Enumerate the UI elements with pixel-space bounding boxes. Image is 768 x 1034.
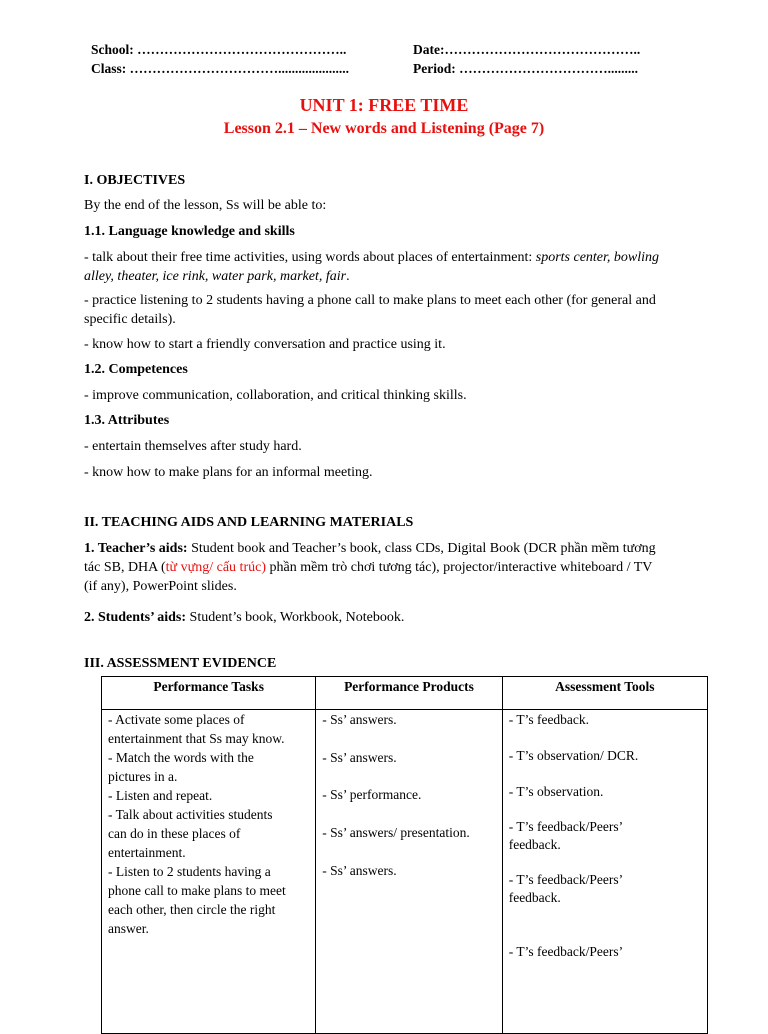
objective-item-1-words-cont: alley, theater, ice rink, water park, market, fair	[84, 269, 347, 284]
task-line: - Activate some places of	[108, 712, 245, 727]
teacher-aids-red-text: từ vựng/ cấu trúc)	[165, 560, 266, 575]
task-line: - Match the words with the	[108, 750, 254, 765]
objective-item-2	[84, 291, 709, 329]
period-field: Period: …………………………….........	[413, 61, 638, 76]
objective-item-1-suffix: .	[346, 269, 350, 284]
task-line: entertainment that Ss may know.	[108, 731, 285, 746]
objective-item-2-line2: specific details).	[84, 312, 176, 327]
tool-line: - T’s feedback/Peers’	[508, 819, 624, 834]
header-performance-products: Performance Products	[316, 677, 502, 710]
product-line: - Ss’ answers/ presentation.	[322, 825, 470, 840]
teacher-aids-text1: Student book and Teacher’s book, class CDs, Digital Book (DCR phần mềm tương	[187, 541, 656, 556]
header-row-2	[91, 61, 691, 77]
tool-line: - T’s feedback/Peers’	[508, 944, 624, 959]
task-line: can do in these places of	[108, 826, 241, 841]
tool-line: - T’s feedback/Peers’	[508, 872, 624, 887]
competence-item-1: - improve communication, collaboration, and critical thinking skills.	[84, 388, 467, 403]
student-aids	[84, 608, 709, 627]
product-line: - Ss’ answers.	[322, 712, 397, 727]
tool-line: feedback.	[508, 837, 561, 852]
objective-item-1-prefix: - talk about their free time activities, using words about places of entertainment:	[84, 250, 536, 265]
teaching-aids-heading: II. TEACHING AIDS AND LEARNING MATERIALS	[84, 515, 414, 530]
task-line: - Listen to 2 students having a	[108, 864, 271, 879]
tool-line: - T’s feedback.	[508, 712, 590, 727]
objective-item-2-line1: - practice listening to 2 students having a phone call to make plans to meet each other (for general and	[84, 293, 656, 308]
task-line: - Talk about activities students	[108, 807, 273, 822]
unit-title: UNIT 1: FREE TIME	[299, 95, 469, 115]
teacher-aids-text3: (if any), PowerPoint slides.	[84, 579, 237, 594]
task-line: - Listen and repeat.	[108, 788, 213, 803]
task-line: entertainment.	[108, 845, 186, 860]
assessment-table	[101, 676, 708, 1034]
product-line: - Ss’ answers.	[322, 863, 397, 878]
school-field: School: ………………………………………..	[91, 42, 347, 57]
product-line: - Ss’ answers.	[322, 750, 397, 765]
tools-cell	[502, 710, 707, 1034]
tool-line: - T’s observation/ DCR.	[508, 748, 639, 763]
task-line: each other, then circle the right	[108, 902, 276, 917]
objective-item-1	[84, 248, 709, 286]
attribute-item-1: - entertain themselves after study hard.	[84, 439, 302, 454]
objectives-intro: By the end of the lesson, Ss will be able to:	[84, 198, 327, 213]
tool-line: - T’s observation.	[508, 784, 604, 799]
objective-item-3: - know how to start a friendly conversation and practice using it.	[84, 337, 446, 352]
teacher-aids-label: 1. Teacher’s aids:	[84, 541, 188, 556]
teacher-aids-text2a: tác SB, DHA (	[84, 560, 166, 575]
header-performance-tasks: Performance Tasks	[102, 677, 316, 710]
task-line: phone call to make plans to meet	[108, 883, 286, 898]
tool-line: feedback.	[508, 890, 561, 905]
attributes-heading: 1.3. Attributes	[84, 413, 170, 428]
header-assessment-tools: Assessment Tools	[502, 677, 707, 710]
date-field: Date:……………………………………..	[413, 42, 641, 57]
teacher-aids	[84, 539, 709, 596]
objective-item-1-words: sports center, bowling	[535, 250, 660, 265]
attribute-item-2: - know how to make plans for an informal meeting.	[84, 465, 373, 480]
product-line: - Ss’ performance.	[322, 787, 422, 802]
assessment-heading: III. ASSESSMENT EVIDENCE	[84, 656, 277, 671]
tasks-cell	[102, 710, 316, 1034]
student-aids-text: Student’s book, Workbook, Notebook.	[186, 610, 405, 625]
table-row	[102, 710, 708, 1034]
header-row-1	[91, 42, 691, 58]
class-field: Class: …………………………….....................	[91, 61, 350, 76]
lesson-title: Lesson 2.1 – New words and Listening (Page 7)	[223, 120, 545, 137]
objectives-heading: I. OBJECTIVES	[84, 173, 186, 188]
task-line: pictures in a.	[108, 769, 178, 784]
table-header-row	[102, 677, 708, 710]
products-cell	[316, 710, 502, 1034]
task-line: answer.	[108, 921, 149, 936]
language-skills-heading: 1.1. Language knowledge and skills	[84, 224, 295, 239]
teacher-aids-text2b: phần mềm trò chơi tương tác), projector/interactive whiteboard / TV	[265, 560, 653, 575]
student-aids-label: 2. Students’ aids:	[84, 610, 187, 625]
competences-heading: 1.2. Competences	[84, 362, 188, 377]
